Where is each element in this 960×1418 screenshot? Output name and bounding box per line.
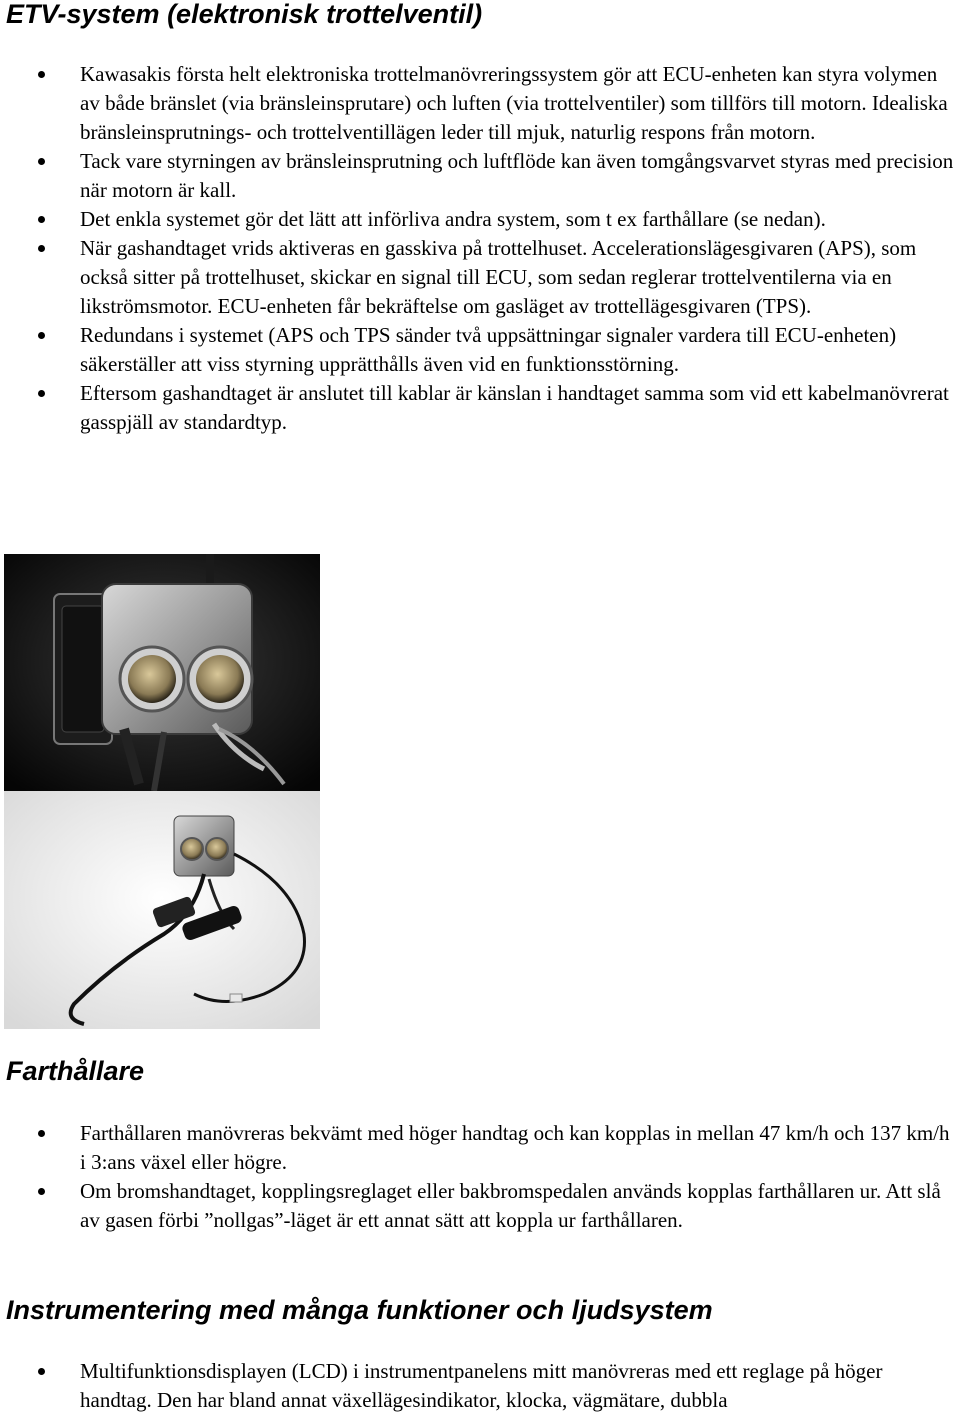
section-heading-instrumentering: Instrumentering med många funktioner och ljudsystem (6, 1295, 713, 1325)
list-item: När gashandtaget vrids aktiveras en gasskiva på trottelhuset. Accelerationslägesgivaren (APS), som också sitter på trottelhuset, skickar en signal till ECU, som sedan reglerar trottelventilerna via en likströmsmotor. ECU-enheten får bekräftelse om gasläget av trottellägesgivaren (TPS). (0, 234, 960, 321)
list-item: Eftersom gashandtaget är anslutet till kablar är känslan i handtaget samma som vid ett kabelmanövrerat gasspjäll av standardtyp. (0, 379, 960, 437)
farthallare-bullet-list (0, 1119, 960, 1235)
section-heading-farthallare: Farthållare (6, 1056, 145, 1086)
list-item: Det enkla systemet gör det lätt att införliva andra system, som t ex farthållare (se nedan). (0, 205, 960, 234)
list-item: Om bromshandtaget, kopplingsreglaget eller bakbromspedalen används kopplas farthållaren ur. Att slå av gasen förbi ”nollgas”-läget är ett annat sätt att koppla ur farthållaren. (0, 1177, 960, 1235)
list-item: Farthållaren manövreras bekvämt med höger handtag och kan kopplas in mellan 47 km/h och 137 km/h i 3:ans växel eller högre. (0, 1119, 960, 1177)
section-heading-etv: ETV-system (elektronisk trottelventil) (6, 0, 483, 29)
list-item: Tack vare styrningen av bränsleinsprutning och luftflöde kan även tomgångsvarvet styras med precision när motorn är kall. (0, 147, 960, 205)
list-item: Redundans i systemet (APS och TPS sänder två uppsättningar signaler vardera till ECU-enheten) säkerställer att viss styrning upprätthålls även vid en funktionsstörning. (0, 321, 960, 379)
list-item: Multifunktionsdisplayen (LCD) i instrumentpanelens mitt manövreras med ett reglage på höger handtag. Den har bland annat växellägesindikator, klocka, vägmätare, dubbla (0, 1357, 960, 1415)
etv-bullet-list (0, 60, 960, 437)
throttle-system-photo (4, 554, 320, 1029)
instrumentering-bullet-list (0, 1357, 960, 1415)
list-item: Kawasakis första helt elektroniska trottelmanövreringssystem gör att ECU-enheten kan styra volymen av både bränslet (via bränsleinsprutare) och luften (via trottelventiler) som tillförs till motorn. Idealiska bränsleinsprutnings- och trottelventillägen leder till mjuk, naturlig respons från motorn. (0, 60, 960, 147)
